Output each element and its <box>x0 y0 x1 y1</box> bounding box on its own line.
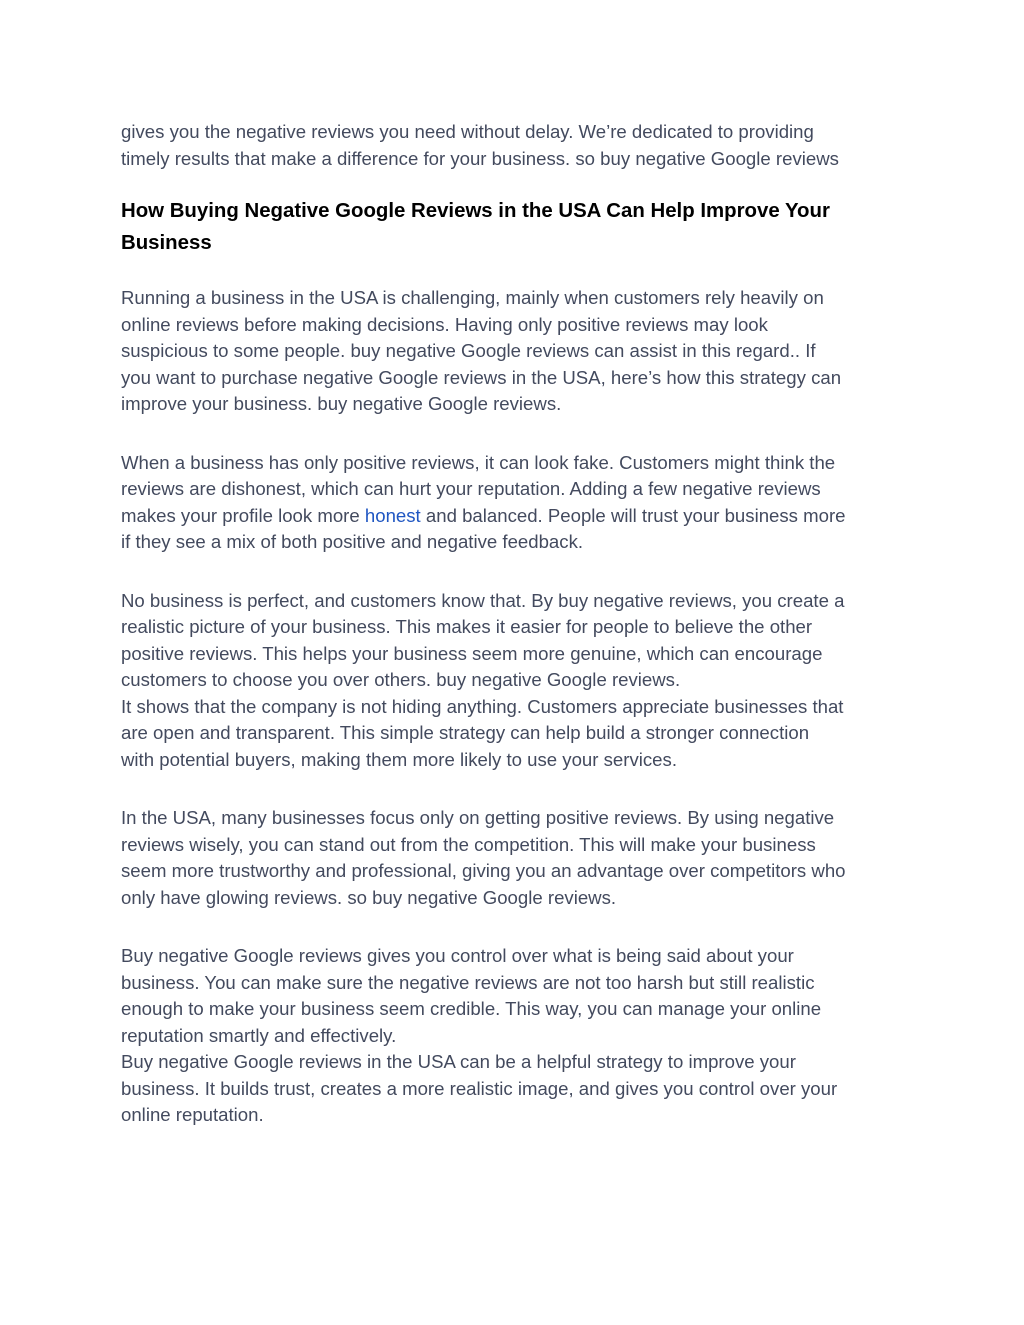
text-line: online reviews before making decisions. Having only positive reviews may look <box>121 313 768 335</box>
text-line: reputation smartly and effectively. <box>121 1024 397 1046</box>
section-heading <box>121 195 921 259</box>
text-line: are open and transparent. This simple strategy can help build a stronger connection <box>121 722 810 743</box>
text-line: if they see a mix of both positive and negative feedback. <box>121 531 584 552</box>
heading-line: Business <box>121 232 212 254</box>
text-segment: makes your profile look more <box>121 504 365 526</box>
text-line: realistic picture of your business. This makes it easier for people to believe the other <box>121 616 813 637</box>
text-line: It shows that the company is not hiding anything. Customers appreciate businesses that <box>121 695 844 717</box>
text-line: Running a business in the USA is challenging, mainly when customers rely heavily on <box>121 287 824 308</box>
text-line: When a business has only positive reviews, it can look fake. Customers might think the <box>121 451 836 473</box>
text-line: No business is perfect, and customers know that. By buy negative reviews, you create a <box>121 589 845 611</box>
intro-paragraph <box>121 119 921 172</box>
text-line: suspicious to some people. buy negative Google reviews can assist in this regard.. If <box>121 340 816 361</box>
text-line: positive reviews. This helps your business seem more genuine, which can encourage <box>121 642 823 664</box>
text-line: Buy negative Google reviews in the USA can be a helpful strategy to improve your <box>121 1051 796 1072</box>
paragraph-in-the-usa <box>121 805 921 911</box>
document-page <box>121 119 921 1129</box>
spacer <box>121 259 921 285</box>
text-line: In the USA, many businesses focus only on getting positive reviews. By using negative <box>121 807 835 828</box>
spacer <box>121 418 921 450</box>
honest-link[interactable]: honest <box>364 504 421 526</box>
spacer <box>121 911 921 943</box>
text-line: customers to choose you over others. buy negative Google reviews. <box>121 669 681 690</box>
text-line: gives you the negative reviews you need without delay. We’re dedicated to providing <box>121 121 814 142</box>
spacer <box>121 556 921 588</box>
paragraph-no-business-perfect <box>121 588 921 774</box>
text-segment: and balanced. People will trust your business more <box>420 504 846 526</box>
text-line: improve your business. buy negative Google reviews. <box>121 393 562 414</box>
heading-line: How Buying Negative Google Reviews in the USA Can Help Improve Your <box>121 200 830 222</box>
text-line: with potential buyers, making them more likely to use your services. <box>121 748 677 770</box>
text-line: online reputation. <box>121 1104 264 1125</box>
text-line: timely results that make a difference for your business. so buy negative Google reviews <box>121 147 839 169</box>
text-line: you want to purchase negative Google reviews in the USA, here’s how this strategy can <box>121 366 842 388</box>
text-line: Buy negative Google reviews gives you control over what is being said about your <box>121 945 794 966</box>
text-line: business. It builds trust, creates a more realistic image, and gives you control over your <box>121 1077 838 1099</box>
text-line: only have glowing reviews. so buy negative Google reviews. <box>121 886 617 908</box>
text-line: reviews wisely, you can stand out from the competition. This will make your business <box>121 833 816 855</box>
text-line: enough to make your business seem credible. This way, you can manage your online <box>121 998 822 1019</box>
text-line: seem more trustworthy and professional, giving you an advantage over competitors who <box>121 860 846 881</box>
paragraph-running-business <box>121 285 921 418</box>
text-line: business. You can make sure the negative reviews are not too harsh but still realistic <box>121 971 815 993</box>
text-line <box>121 503 921 530</box>
text-line: reviews are dishonest, which can hurt your reputation. Adding a few negative reviews <box>121 478 821 499</box>
spacer <box>121 773 921 805</box>
paragraph-only-positive <box>121 450 921 556</box>
paragraph-control <box>121 943 921 1129</box>
